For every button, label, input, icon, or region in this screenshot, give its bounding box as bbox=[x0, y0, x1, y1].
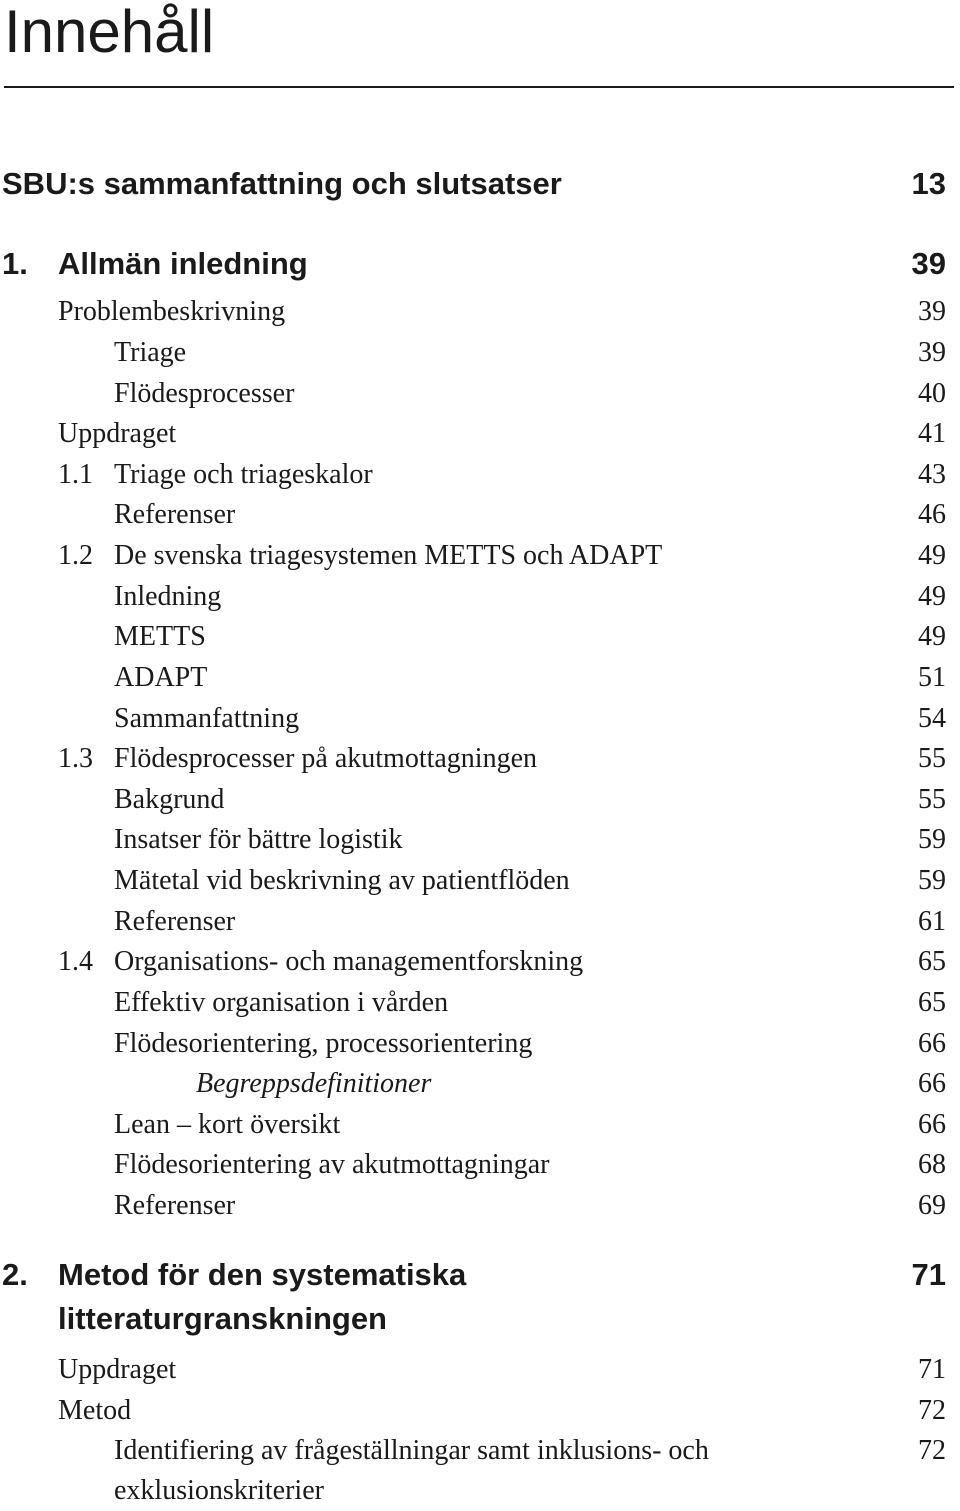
toc-entry-label: Flödesorientering, processorientering bbox=[114, 1028, 533, 1059]
page-title: Innehåll bbox=[4, 0, 215, 65]
chapter-number: 1. bbox=[2, 246, 28, 281]
toc-entry-page: 13 bbox=[911, 166, 946, 201]
toc-entry-page: 66 bbox=[918, 1028, 946, 1059]
toc-entry-label: Referenser bbox=[114, 499, 236, 530]
section-number: 1.1 bbox=[58, 459, 93, 490]
toc-entry-label: Bakgrund bbox=[114, 784, 225, 815]
chapter-title: Metod för den systematiska litteraturgranskningen bbox=[58, 1257, 467, 1336]
toc-entry-label: De svenska triagesystemen METTS och ADAPT bbox=[114, 540, 663, 571]
toc-entry-label: Referenser bbox=[114, 1190, 236, 1221]
toc-entry-page: 68 bbox=[918, 1149, 946, 1180]
toc-entry-page: 65 bbox=[918, 987, 946, 1018]
toc-entry-label: Triage bbox=[114, 337, 187, 368]
toc-entry-label: Uppdraget bbox=[58, 418, 177, 449]
toc-entry-label: Insatser för bättre logistik bbox=[114, 824, 403, 855]
title-rule bbox=[4, 86, 954, 88]
toc-entry-page: 71 bbox=[918, 1354, 946, 1385]
toc-entry-label: Flödesprocesser på akutmottagningen bbox=[114, 743, 538, 774]
toc-entry-label: Begreppsdefinitioner bbox=[196, 1068, 432, 1099]
section-number: 1.3 bbox=[58, 743, 93, 774]
section-number: 1.4 bbox=[58, 946, 93, 977]
toc-entry-label: Flödesorientering av akutmottagningar bbox=[114, 1149, 550, 1180]
chapter-number: 2. bbox=[2, 1257, 28, 1292]
toc-entry-label: Triage och triageskalor bbox=[114, 459, 373, 490]
toc-entry-label: ADAPT bbox=[114, 662, 208, 693]
toc-entry-page: 72 bbox=[918, 1435, 946, 1466]
toc-entry-page: 59 bbox=[918, 865, 946, 896]
chapter-page: 71 bbox=[911, 1257, 946, 1292]
toc-entry-label: Uppdraget bbox=[58, 1354, 177, 1385]
toc-entry-page: 46 bbox=[918, 499, 946, 530]
toc-entry-page: 39 bbox=[918, 337, 946, 368]
toc-entry-label: Effektiv organisation i vården bbox=[114, 987, 449, 1018]
toc-entry-page: 39 bbox=[918, 296, 946, 327]
toc-entry-label: SBU:s sammanfattning och slutsatser bbox=[2, 166, 562, 201]
toc-entry-page: 54 bbox=[918, 703, 946, 734]
toc-entry-label: Sammanfattning bbox=[114, 703, 300, 734]
toc-entry-page: 55 bbox=[918, 784, 946, 815]
toc-entry-page: 49 bbox=[918, 581, 946, 612]
toc-entry-label: Flödesprocesser bbox=[114, 378, 295, 409]
toc-entry-page: 49 bbox=[918, 621, 946, 652]
toc-entry-label: METTS bbox=[114, 621, 206, 652]
toc-entry-page: 66 bbox=[918, 1068, 946, 1099]
chapter-page: 39 bbox=[911, 246, 946, 281]
toc-entry-label: Problembeskrivning bbox=[58, 296, 286, 327]
toc-entry-page: 66 bbox=[918, 1109, 946, 1140]
toc-entry-label: Organisations- och managementforskning bbox=[114, 946, 584, 977]
toc-entry-label: Identifiering av frågeställningar samt inklusions- och exklusionskriterier bbox=[114, 1435, 709, 1506]
toc-entry-page: 40 bbox=[918, 378, 946, 409]
section-number: 1.2 bbox=[58, 540, 93, 571]
toc-entry-page: 49 bbox=[918, 540, 946, 571]
toc-entry-label: Referenser bbox=[114, 906, 236, 937]
toc-entry-page: 59 bbox=[918, 824, 946, 855]
toc-entry-label: Metod bbox=[58, 1395, 132, 1426]
toc-entry-page: 41 bbox=[918, 418, 946, 449]
toc-entry-label: Mätetal vid beskrivning av patientflöden bbox=[114, 865, 570, 896]
toc-entry-page: 55 bbox=[918, 743, 946, 774]
toc-entry-page: 65 bbox=[918, 946, 946, 977]
toc-entry-label: Inledning bbox=[114, 581, 222, 612]
toc-entry-label: Lean – kort översikt bbox=[114, 1109, 341, 1140]
toc-entry-page: 69 bbox=[918, 1190, 946, 1221]
toc-entry-page: 51 bbox=[918, 662, 946, 693]
chapter-title: Allmän inledning bbox=[58, 246, 308, 281]
toc-entry-page: 61 bbox=[918, 906, 946, 937]
toc-entry-page: 43 bbox=[918, 459, 946, 490]
toc-entry-page: 72 bbox=[918, 1395, 946, 1426]
